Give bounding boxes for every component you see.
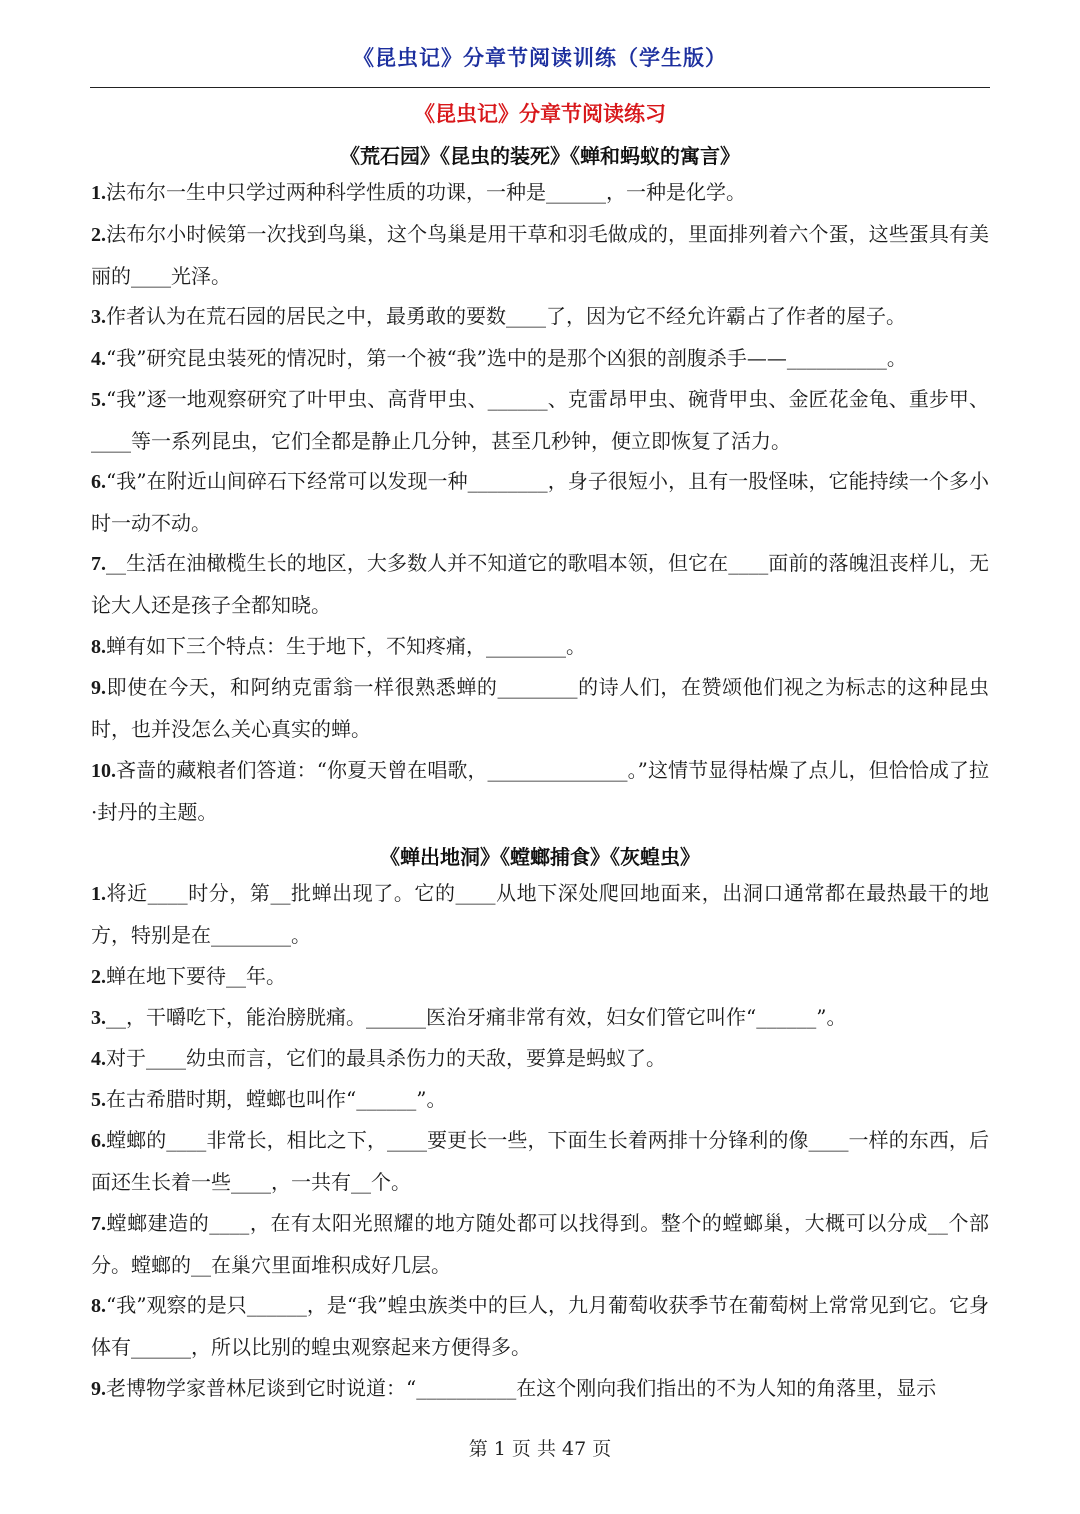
question-text: __，干嚼吃下，能治膀胱痛。______医治牙痛非常有效，妇女们管它叫作“______”。	[106, 1005, 847, 1029]
question-text: 法布尔小时候第一次找到鸟巢，这个鸟巢是用干草和羽毛做成的，里面排列着六个蛋，这些蛋具有美丽的____光泽。	[91, 222, 989, 288]
question-text: __生活在油橄榄生长的地区，大多数人并不知道它的歌唱本领，但它在____面前的落魄沮丧样儿，无论大人还是孩子全都知晓。	[91, 551, 989, 617]
question-number: 7.	[91, 1213, 106, 1235]
question-item	[91, 1368, 989, 1410]
question-item	[91, 1079, 989, 1121]
question-item	[91, 461, 989, 544]
header-divider	[90, 87, 990, 88]
question-number: 4.	[91, 348, 106, 370]
question-item	[91, 172, 989, 214]
question-text: 蝉在地下要待__年。	[106, 964, 286, 988]
question-number: 8.	[91, 636, 106, 658]
question-item	[91, 296, 989, 338]
question-item	[91, 214, 989, 297]
question-text: 法布尔一生中只学过两种科学性质的功课，一种是______，一种是化学。	[106, 180, 746, 204]
question-number: 1.	[91, 182, 106, 204]
question-item	[91, 956, 989, 998]
question-number: 2.	[91, 966, 106, 988]
document-title: 《昆虫记》分章节阅读练习	[414, 101, 666, 126]
question-number: 7.	[91, 553, 106, 575]
page-footer: 第 1 页 共 47 页	[468, 1438, 612, 1460]
question-number: 9.	[91, 677, 106, 699]
section-heading: 《蝉出地洞》《螳螂捕食》《灰蝗虫》	[380, 845, 700, 869]
question-item	[91, 667, 989, 750]
question-number: 5.	[91, 1089, 106, 1111]
question-text: 作者认为在荒石园的居民之中，最勇敢的要数____了，因为它不经允许霸占了作者的屋子。	[106, 304, 906, 328]
question-item	[91, 626, 989, 668]
question-text: 蝉有如下三个特点：生于地下，不知疼痛，________。	[106, 634, 586, 658]
question-text: 即使在今天，和阿纳克雷翁一样很熟悉蝉的________的诗人们，在赞颂他们视之为标志的这种昆虫时，也并没怎么关心真实的蝉。	[91, 675, 989, 741]
question-text: “我”研究昆虫装死的情况时，第一个被“我”选中的是那个凶狠的剖腹杀手——__________。	[106, 346, 907, 370]
question-number: 8.	[91, 1295, 106, 1317]
question-item	[91, 1120, 989, 1203]
question-item	[91, 1203, 989, 1286]
question-number: 5.	[91, 389, 106, 411]
question-text: 老博物学家普林尼谈到它时说道：“__________在这个刚向我们指出的不为人知的角落里，显示	[106, 1376, 937, 1400]
question-number: 10.	[91, 760, 116, 782]
question-item	[91, 873, 989, 956]
question-text: 在古希腊时期，螳螂也叫作“______”。	[106, 1087, 447, 1111]
question-item	[91, 379, 989, 462]
question-item	[91, 543, 989, 626]
section-heading: 《荒石园》《昆虫的装死》《蝉和蚂蚁的寓言》	[340, 144, 740, 168]
question-number: 9.	[91, 1378, 106, 1400]
question-item	[91, 997, 989, 1039]
question-number: 1.	[91, 883, 106, 905]
question-text: “我”在附近山间碎石下经常可以发现一种________，身子很短小，且有一股怪味，它能持续一个多小时一动不动。	[91, 469, 989, 535]
question-number: 3.	[91, 1007, 106, 1029]
question-item	[91, 750, 989, 833]
question-number: 6.	[91, 471, 106, 493]
question-text: 螳螂的____非常长，相比之下，____要更长一些，下面生长着两排十分锋利的像____一样的东西，后面还生长着一些____，一共有__个。	[91, 1128, 989, 1194]
question-text: “我”观察的是只______，是“我”蝗虫族类中的巨人，九月葡萄收获季节在葡萄树上常常见到它。它身体有______，所以比别的蝗虫观察起来方便得多。	[91, 1293, 989, 1359]
question-number: 4.	[91, 1048, 106, 1070]
question-item	[91, 338, 989, 380]
question-text: 对于____幼虫而言，它们的最具杀伤力的天敌，要算是蚂蚁了。	[106, 1046, 666, 1070]
question-number: 2.	[91, 224, 106, 246]
running-header: 《昆虫记》分章节阅读训练（学生版）	[353, 45, 727, 70]
question-item	[91, 1285, 989, 1368]
question-text: “我”逐一地观察研究了叶甲虫、高背甲虫、______、克雷昂甲虫、碗背甲虫、金匠花金龟、重步甲、____等一系列昆虫，它们全都是静止几分钟，甚至几秒钟，便立即恢复了活力。	[91, 387, 989, 453]
question-text: 螳螂建造的____，在有太阳光照耀的地方随处都可以找得到。整个的螳螂巢，大概可以分成__个部分。螳螂的__在巢穴里面堆积成好几层。	[91, 1211, 989, 1277]
question-text: 吝啬的藏粮者们答道：“你夏天曾在唱歌，______________。”这情节显得枯燥了点儿，但恰恰成了拉·封丹的主题。	[91, 758, 989, 824]
question-number: 6.	[91, 1130, 106, 1152]
question-text: 将近____时分，第__批蝉出现了。它的____从地下深处爬回地面来，出洞口通常都在最热最干的地方，特别是在________。	[91, 881, 989, 947]
question-number: 3.	[91, 306, 106, 328]
question-item	[91, 1038, 989, 1080]
